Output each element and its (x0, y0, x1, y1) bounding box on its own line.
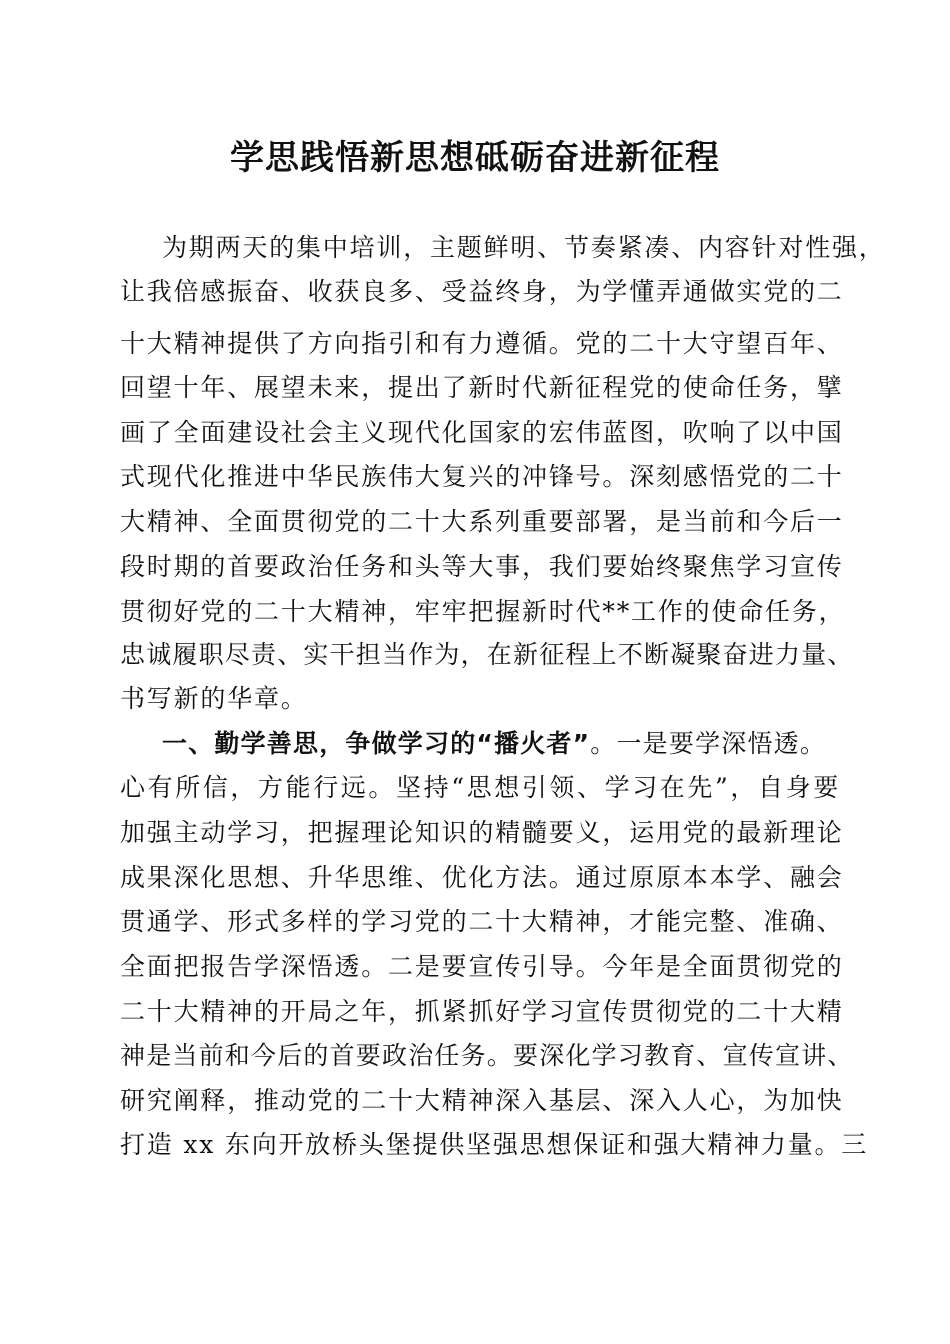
paragraph-line: 研究阐释，推动党的二十大精神深入基层、深入人心，为加快 (120, 1086, 844, 1115)
paragraph-line: 全面把报告学深悟透。二是要宣传引导。今年是全面贯彻党的 (120, 952, 844, 981)
document-title: 学思践悟新思想砥砺奋进新征程 (230, 138, 720, 178)
paragraph-line: 十大精神提供了方向指引和有力遵循。党的二十大守望百年、 (120, 329, 844, 358)
paragraph-line: 忠诚履职尽责、实干担当作为，在新征程上不断凝聚奋进力量、 (120, 640, 854, 669)
paragraph-line: 式现代化推进中华民族伟大复兴的冲锋号。深刻感悟党的二十 (120, 462, 844, 491)
paragraph-line: 大精神、全面贯彻党的二十大系列重要部署，是当前和今后一 (120, 507, 844, 536)
paragraph-line: 加强主动学习，把握理论知识的精髓要义，运用党的最新理论 (120, 818, 844, 847)
paragraph-line: 让我倍感振奋、收获良多、受益终身，为学懂弄通做实党的二 (120, 277, 844, 306)
paragraph-line: 打造 xx 东向开放桥头堡提供坚强思想保证和强大精神力量。三 (120, 1130, 869, 1159)
paragraph-line: 段时期的首要政治任务和头等大事，我们要始终聚焦学习宣传 (120, 552, 844, 581)
paragraph-line: 回望十年、展望未来，提出了新时代新征程党的使命任务，擘 (120, 373, 844, 402)
paragraph-line: 为期两天的集中培训，主题鲜明、节奏紧凑、内容针对性强， (162, 233, 886, 262)
paragraph-line: 书写新的华章。 (120, 684, 308, 713)
section-heading-line (162, 722, 840, 766)
paragraph-line: 贯通学、形式多样的学习党的二十大精神，才能完整、准确、 (120, 907, 844, 936)
paragraph-line: 神是当前和今后的首要政治任务。要深化学习教育、宣传宣讲、 (120, 1041, 854, 1070)
paragraph-line: 心有所信，方能行远。坚持“思想引领、学习在先”，自身要 (120, 773, 840, 802)
paragraph-line: 贯彻好党的二十大精神，牢牢把握新时代**工作的使命任务， (120, 597, 846, 626)
paragraph-line: 成果深化思想、升华思维、优化方法。通过原原本本学、融会 (120, 863, 844, 892)
paragraph-line: 二十大精神的开局之年，抓紧抓好学习宣传贯彻党的二十大精 (120, 997, 844, 1026)
paragraph-line: 画了全面建设社会主义现代化国家的宏伟蓝图，吹响了以中国 (120, 418, 844, 447)
section-heading: 一、勤学善思，争做学习的“播火者” (162, 729, 591, 758)
section-heading-rest: 。一是要学深悟透。 (590, 729, 827, 758)
